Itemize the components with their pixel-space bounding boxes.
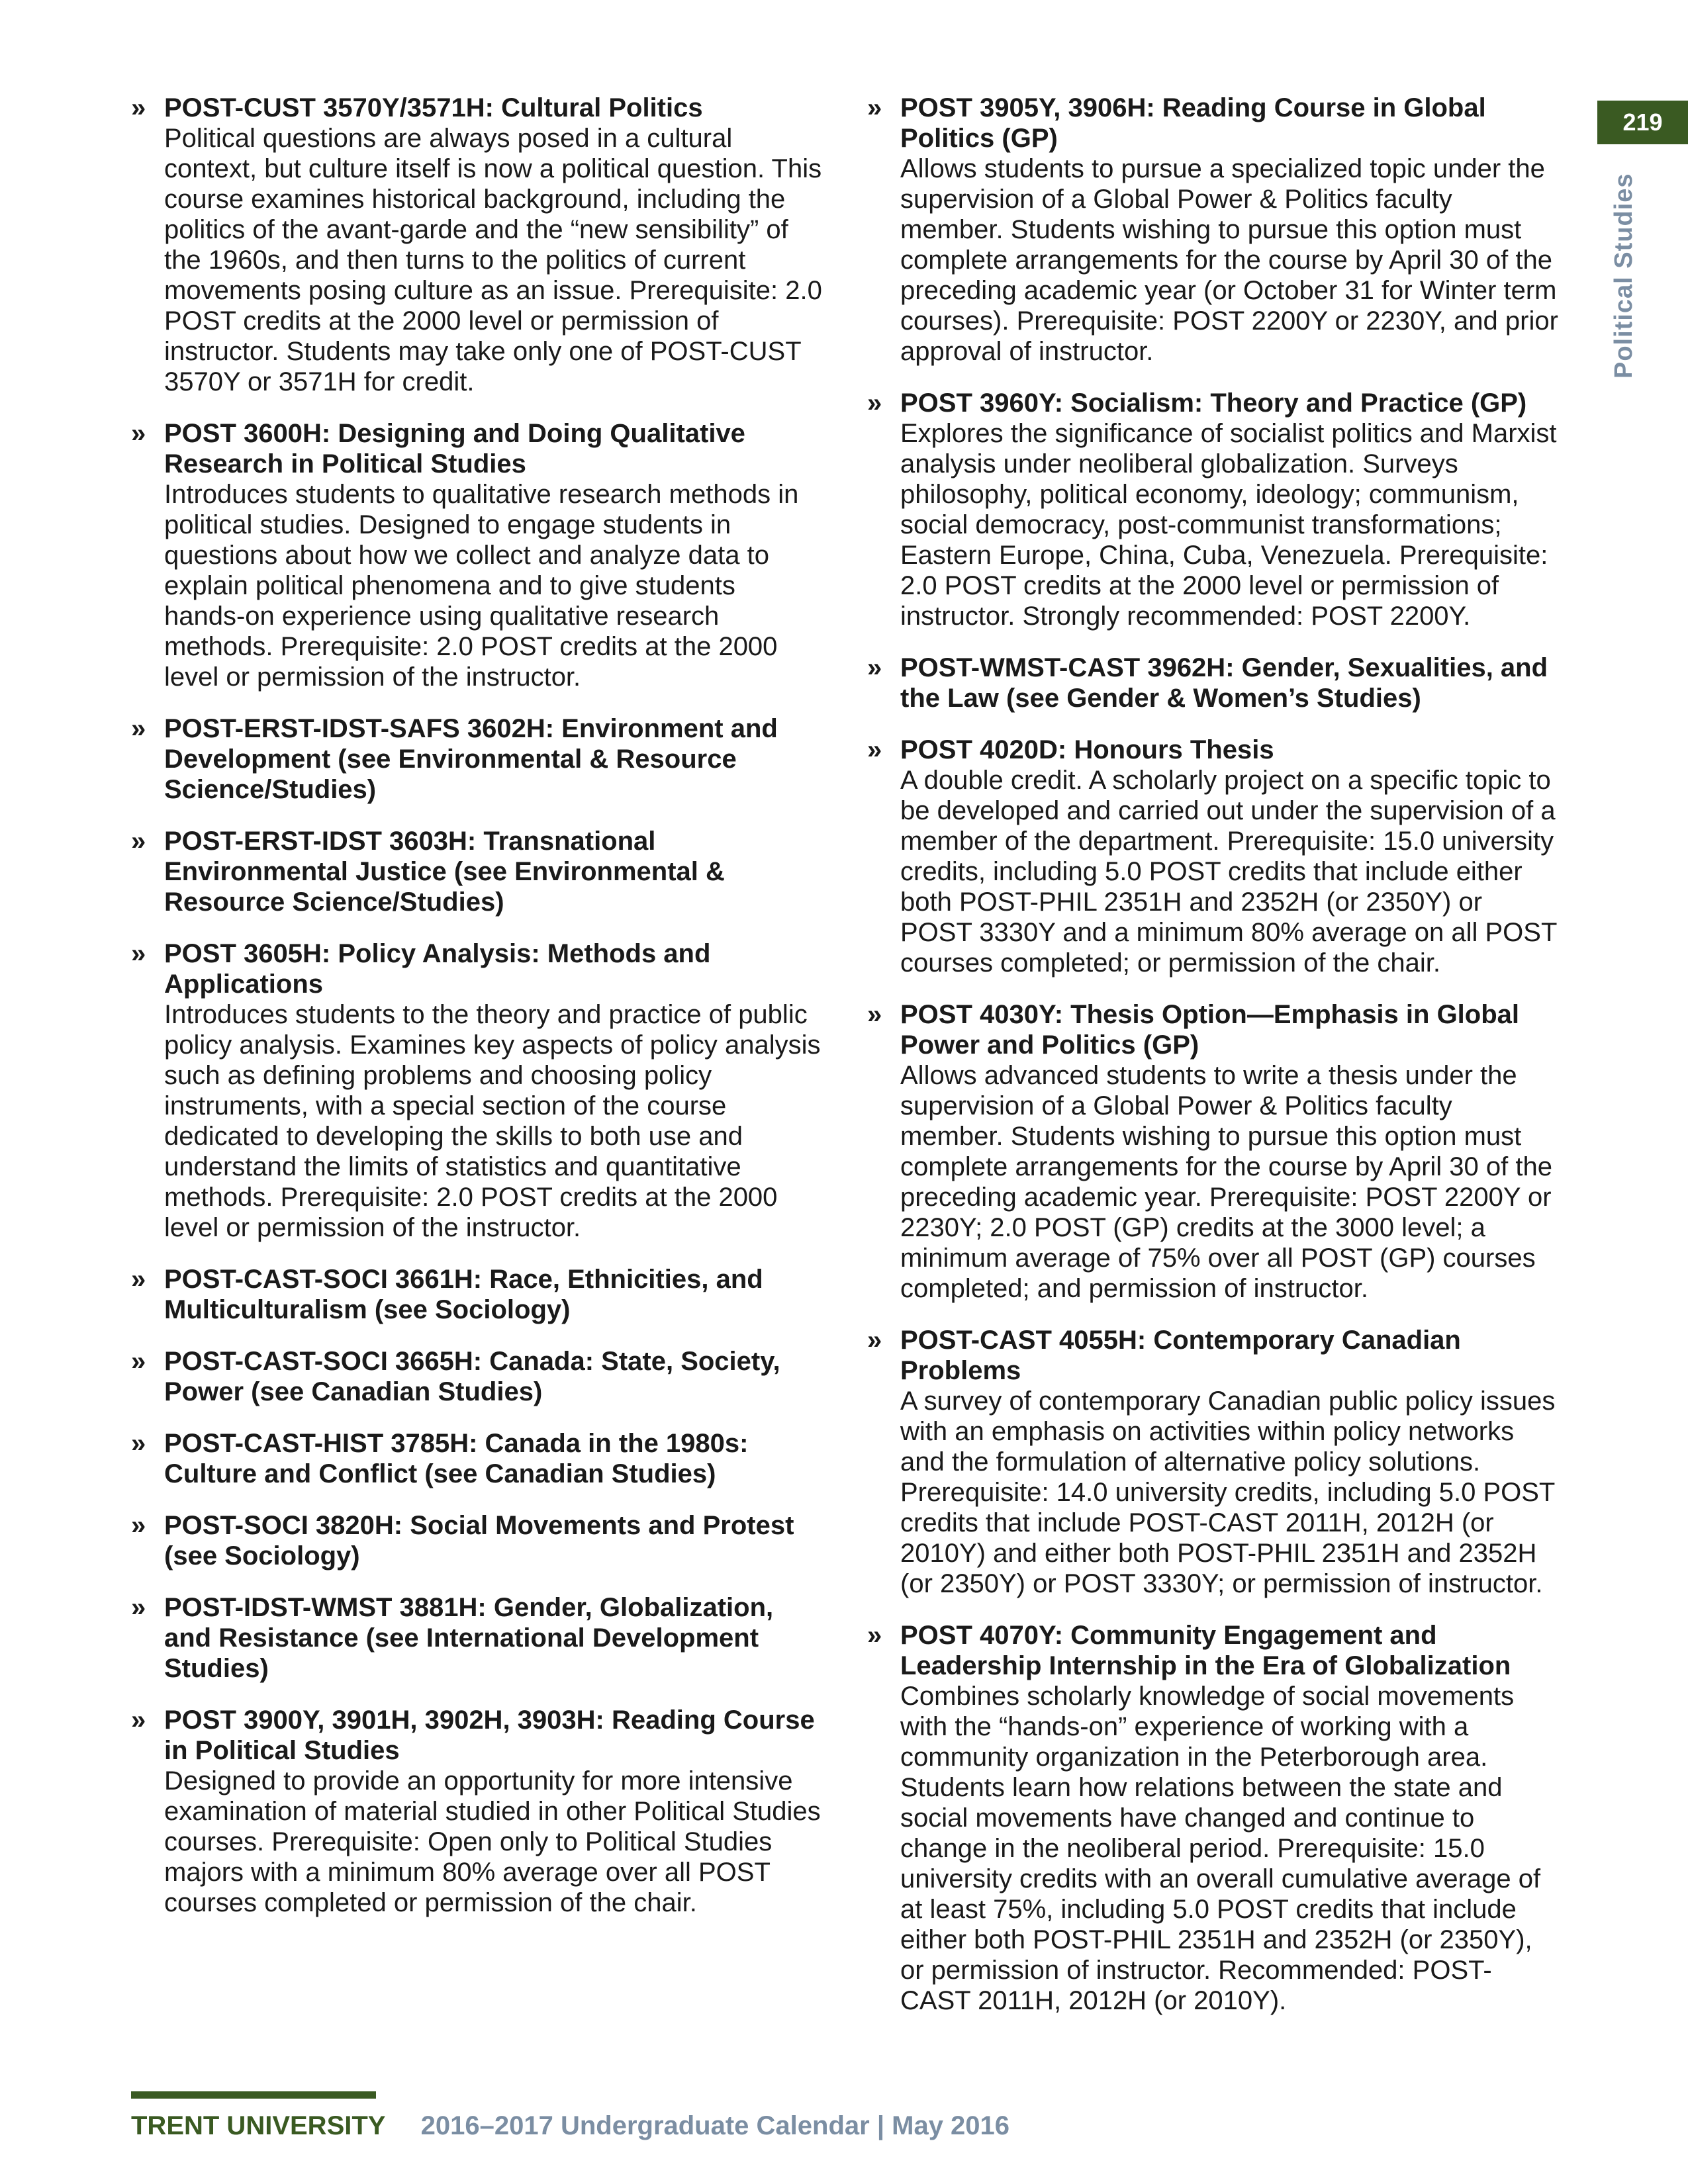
course-description: Designed to provide an opportunity for more intensive examination of material studied in other Political Studies courses. Prerequisite: Open only to Political Studies majors with a minimum 80% average over all POST courses completed or permission of the chair. <box>164 1766 821 1917</box>
course-entry <box>867 999 1559 1304</box>
course-description: Allows students to pursue a specialized topic under the supervision of a Global Power & Politics faculty member. Students wishing to pursue this option must complete arrangements for the course by April 30 of the preceding academic year (or October 31 for Winter term courses). Prerequisite: POST 2200Y or 2230Y, and prior approval of instructor. <box>900 154 1558 366</box>
bullet-glyph: » <box>867 1000 882 1029</box>
page-number-badge <box>1597 101 1688 144</box>
bullet-glyph: » <box>867 388 882 418</box>
course-entry <box>867 735 1559 978</box>
right-column <box>867 93 1559 2037</box>
course-title: POST 3905Y, 3906H: Reading Course in Global Politics (GP) <box>900 93 1486 153</box>
course-title: POST-CAST-HIST 3785H: Canada in the 1980s: Culture and Conflict (see Canadian Studies) <box>164 1429 749 1488</box>
course-entry <box>131 418 823 692</box>
bullet-glyph: » <box>131 1347 146 1376</box>
bullet-glyph: » <box>131 1511 146 1540</box>
course-entry <box>131 938 823 1243</box>
footer-rule <box>131 2091 376 2099</box>
course-description: Combines scholarly knowledge of social movements with the “hands-on” experience of working with a community organization in the Peterborough area. Students learn how relations between the state and social movements have changed and continue to change in the neoliberal period. Prerequisite: 15.0 university credits with an overall cumulative average of at least 75%, including 5.0 POST credits that include either both POST-PHIL 2351H and 2352H (or 2350Y), or permission of instructor. Recommended: POST-CAST 2011H, 2012H (or 2010Y). <box>900 1682 1541 2015</box>
course-description: A survey of contemporary Canadian public policy issues with an emphasis on activities within policy networks and the formulation of alternative policy solutions. Prerequisite: 14.0 university credits, including 5.0 POST credits that include POST-CAST 2011H, 2012H (or 2010Y) and either both POST-PHIL 2351H and 2352H (or 2350Y) or POST 3330Y; or permission of instructor. <box>900 1387 1556 1598</box>
course-entry <box>131 1428 823 1489</box>
bullet-glyph: » <box>867 93 882 122</box>
footer-calendar: 2016–2017 Undergraduate Calendar | May 2016 <box>420 2111 1010 2140</box>
bullet-glyph: » <box>867 1621 882 1650</box>
course-title: POST-CAST 4055H: Contemporary Canadian Problems <box>900 1326 1461 1385</box>
course-entry <box>131 1705 823 1918</box>
course-title: POST 3960Y: Socialism: Theory and Practice (GP) <box>900 388 1527 418</box>
bullet-glyph: » <box>131 1429 146 1458</box>
course-title: POST-ERST-IDST 3603H: Transnational Environmental Justice (see Environmental & Resource Science/Studies) <box>164 827 725 917</box>
course-title: POST 4070Y: Community Engagement and Leadership Internship in the Era of Globalization <box>900 1621 1511 1680</box>
course-title: POST 3900Y, 3901H, 3902H, 3903H: Reading Course in Political Studies <box>164 1706 815 1765</box>
course-title: POST 3605H: Policy Analysis: Methods and Applications <box>164 939 711 999</box>
course-title: POST-IDST-WMST 3881H: Gender, Globalization, and Resistance (see International Development Studies) <box>164 1593 774 1683</box>
course-entry <box>867 388 1559 631</box>
course-description: Political questions are always posed in a cultural context, but culture itself is now a political question. This course examines historical background, including the politics of the avant-garde and the “new sensibility” of the 1960s, and then turns to the politics of current movements posing culture as an issue. Prerequisite: 2.0 POST credits at the 2000 level or permission of instructor. Students may take only one of POST-CUST 3570Y or 3571H for credit. <box>164 124 822 396</box>
course-title: POST-CUST 3570Y/3571H: Cultural Politics <box>164 93 703 122</box>
course-entry <box>867 653 1559 713</box>
course-title: POST 3600H: Designing and Doing Qualitative Research in Political Studies <box>164 419 745 478</box>
course-title: POST-CAST-SOCI 3661H: Race, Ethnicities, and Multiculturalism (see Sociology) <box>164 1265 763 1324</box>
course-title: POST-ERST-IDST-SAFS 3602H: Environment and Development (see Environmental & Resource Science/Studies) <box>164 714 778 804</box>
bullet-glyph: » <box>131 1593 146 1622</box>
section-side-label: Political Studies <box>1610 173 1638 379</box>
bullet-glyph: » <box>131 1265 146 1294</box>
course-title: POST 4030Y: Thesis Option—Emphasis in Global Power and Politics (GP) <box>900 1000 1520 1060</box>
bullet-glyph: » <box>131 93 146 122</box>
course-entry <box>131 1592 823 1684</box>
course-entry <box>131 93 823 397</box>
course-entry <box>131 713 823 805</box>
course-description: Allows advanced students to write a thesis under the supervision of a Global Power & Politics faculty member. Students wishing to pursue this option must complete arrangements for the course by April 30 of the preceding academic year. Prerequisite: POST 2200Y or 2230Y; 2.0 POST (GP) credits at the 3000 level; a minimum average of 75% over all POST (GP) courses completed; and permission of instructor. <box>900 1061 1552 1303</box>
bullet-glyph: » <box>867 653 882 682</box>
page-number: 219 <box>1622 109 1663 136</box>
bullet-glyph: » <box>131 419 146 448</box>
course-entry <box>867 1620 1559 2016</box>
course-description: Explores the significance of socialist politics and Marxist analysis under neoliberal globalization. Surveys philosophy, political economy, ideology; communism, social democracy, post-communist transformations; Eastern Europe, China, Cuba, Venezuela. Prerequisite: 2.0 POST credits at the 2000 level or permission of instructor. Strongly recommended: POST 2200Y. <box>900 419 1557 631</box>
course-description: Introduces students to the theory and practice of public policy analysis. Examines key aspects of policy analysis such as defining problems and choosing policy instruments, with a special section of the course dedicated to developing the skills to both use and understand the limits of statistics and quantitative methods. Prerequisite: 2.0 POST credits at the 2000 level or permission of the instructor. <box>164 1000 821 1242</box>
course-entry <box>131 1346 823 1407</box>
course-entry <box>131 1510 823 1571</box>
course-entry <box>131 1264 823 1325</box>
footer <box>131 2111 1009 2141</box>
course-title: POST-CAST-SOCI 3665H: Canada: State, Society, Power (see Canadian Studies) <box>164 1347 780 1406</box>
bullet-glyph: » <box>131 1706 146 1735</box>
course-title: POST-SOCI 3820H: Social Movements and Protest (see Sociology) <box>164 1511 794 1570</box>
course-description: Introduces students to qualitative research methods in political studies. Designed to engage students in questions about how we collect and analyze data to explain political phenomena and to give students hands-on experience using qualitative research methods. Prerequisite: 2.0 POST credits at the 2000 level or permission of the instructor. <box>164 480 799 692</box>
bullet-glyph: » <box>131 827 146 856</box>
left-column <box>131 93 823 1939</box>
course-title: POST-WMST-CAST 3962H: Gender, Sexualities, and the Law (see Gender & Women’s Studies) <box>900 653 1548 713</box>
course-description: A double credit. A scholarly project on a specific topic to be developed and carried out under the supervision of a member of the department. Prerequisite: 15.0 university credits, including 5.0 POST credits that include either both POST-PHIL 2351H and 2352H (or 2350Y) or POST 3330Y and a minimum 80% average on all POST courses completed; or permission of the chair. <box>900 766 1557 978</box>
course-title: POST 4020D: Honours Thesis <box>900 735 1274 764</box>
footer-university: TRENT UNIVERSITY <box>131 2111 386 2140</box>
course-entry <box>867 93 1559 367</box>
bullet-glyph: » <box>867 1326 882 1355</box>
course-entry <box>131 826 823 917</box>
bullet-glyph: » <box>131 714 146 743</box>
bullet-glyph: » <box>867 735 882 764</box>
bullet-glyph: » <box>131 939 146 968</box>
course-entry <box>867 1325 1559 1599</box>
